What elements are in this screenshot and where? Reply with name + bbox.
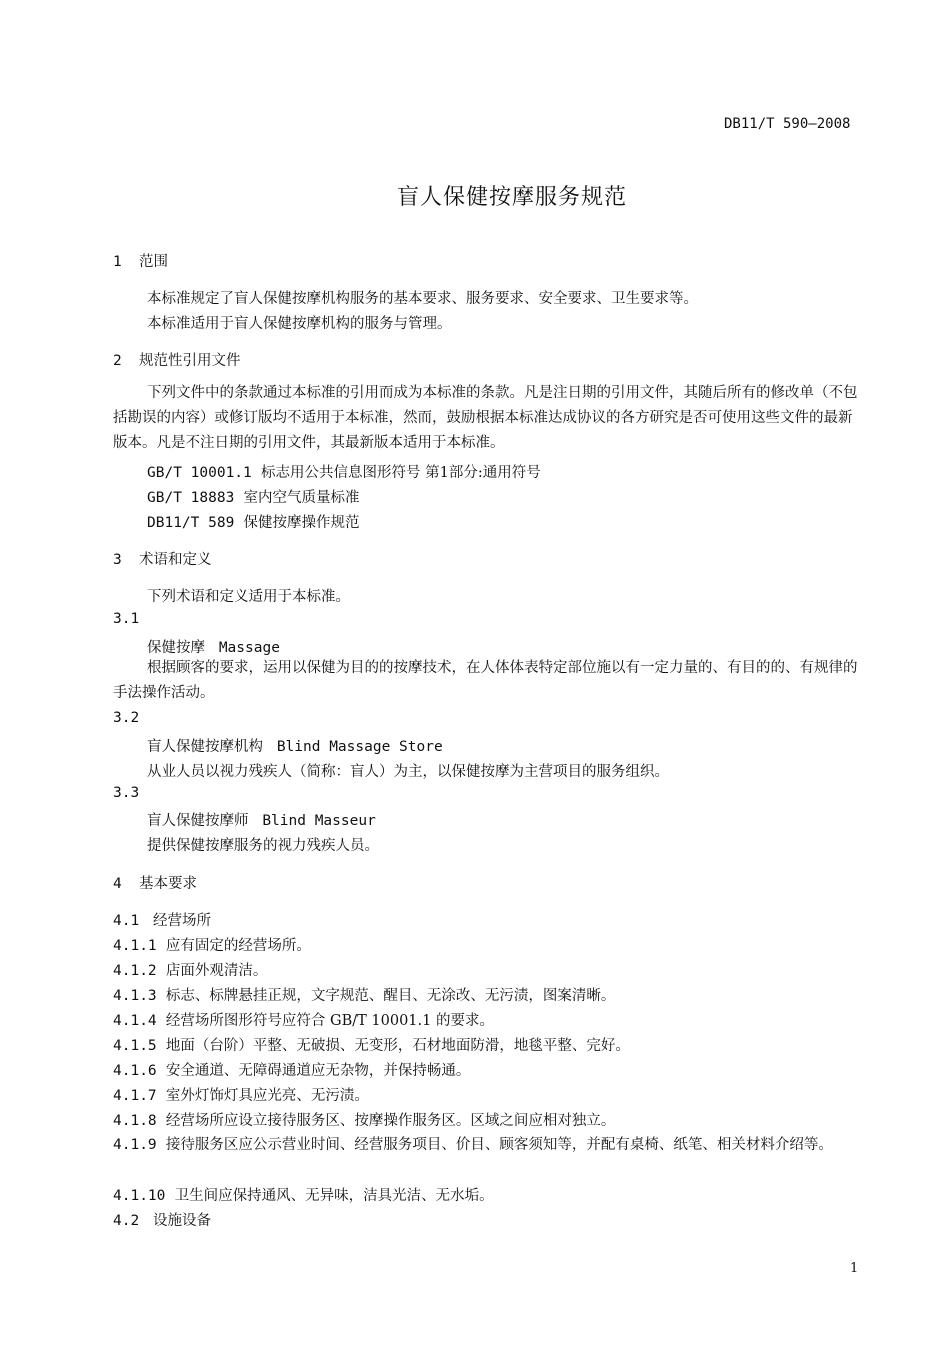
term-3-3-definition: 提供保健按摩服务的视力残疾人员。	[147, 838, 379, 854]
term-3-1-title: 保健按摩 Massage	[147, 640, 280, 656]
section-4-heading: 4 基本要求	[113, 876, 197, 892]
section-1-para-1: 本标准规定了盲人保健按摩机构服务的基本要求、服务要求、安全要求、卫生要求等。	[147, 291, 698, 307]
reference-1: GB/T 10001.1 标志用公共信息图形符号 第1部分:通用符号	[147, 465, 541, 481]
term-3-3-number: 3.3	[113, 785, 140, 801]
page-number: 1	[850, 1261, 859, 1276]
subsection-4-1-heading: 4.1 经营场所	[113, 913, 212, 929]
section-2-heading: 2 规范性引用文件	[113, 353, 241, 369]
term-3-2-number: 3.2	[113, 710, 140, 726]
term-3-2-definition: 从业人员以视力残疾人（简称：盲人）为主，以保健按摩为主营项目的服务组织。	[147, 764, 669, 780]
clause-4-1-8: 4.1.8 经营场所应设立接待服务区、按摩操作服务区。区域之间应相对独立。	[113, 1113, 616, 1129]
clause-4-1-9: 4.1.9 接待服务区应公示营业时间、经营服务项目、价目、顾客须知等，并配有桌椅、纸笔、相关材料介绍等。	[113, 1137, 833, 1153]
section-2-paragraph: 下列文件中的条款通过本标准的引用而成为本标准的条款。凡是注日期的引用文件，其随后所有的修改单（不包括勘误的内容）或修订版均不适用于本标准，然而，鼓励根据本标准达成协议的各方研究是否可使用这些文件的最新版本。凡是不注日期的引用文件，其最新版本适用于本标准。	[113, 385, 858, 451]
clause-4-1-10: 4.1.10 卫生间应保持通风、无异味，洁具光洁、无水垢。	[113, 1188, 494, 1204]
clause-4-1-3: 4.1.3 标志、标牌悬挂正规，文字规范、醒目、无涂改、无污渍，图案清晰。	[113, 988, 616, 1004]
clause-4-1-1: 4.1.1 应有固定的经营场所。	[113, 938, 311, 954]
term-3-1-definition: 根据顾客的要求，运用以保健为目的的按摩技术，在人体体表特定部位施以有一定力量的、有目的的、有规律的手法操作活动。	[113, 660, 858, 701]
section-3-heading: 3 术语和定义	[113, 552, 212, 568]
term-3-3-title: 盲人保健按摩师 Blind Masseur	[147, 813, 376, 829]
standard-code: DB11/T 590—2008	[724, 116, 851, 132]
term-3-2-title: 盲人保健按摩机构 Blind Massage Store	[147, 739, 443, 755]
term-3-1-number: 3.1	[113, 611, 140, 627]
clause-4-1-5: 4.1.5 地面（台阶）平整、无破损、无变形，石材地面防滑，地毯平整、完好。	[113, 1038, 630, 1054]
clause-4-1-7: 4.1.7 室外灯饰灯具应光亮、无污渍。	[113, 1088, 369, 1104]
reference-2: GB/T 18883 室内空气质量标准	[147, 490, 360, 506]
clause-4-1-2: 4.1.2 店面外观清洁。	[113, 963, 268, 979]
subsection-4-2-heading: 4.2 设施设备	[113, 1213, 212, 1229]
page-title: 盲人保健按摩服务规范	[396, 185, 627, 210]
section-1-heading: 1 范围	[113, 254, 168, 270]
clause-4-1-6: 4.1.6 安全通道、无障碍通道应无杂物，并保持畅通。	[113, 1063, 471, 1079]
section-1-para-2: 本标准适用于盲人保健按摩机构的服务与管理。	[147, 316, 452, 332]
reference-3: DB11/T 589 保健按摩操作规范	[147, 515, 360, 531]
clause-4-1-4: 4.1.4 经营场所图形符号应符合 GB/T 10001.1 的要求。	[113, 1013, 494, 1029]
section-3-intro: 下列术语和定义适用于本标准。	[147, 589, 350, 605]
